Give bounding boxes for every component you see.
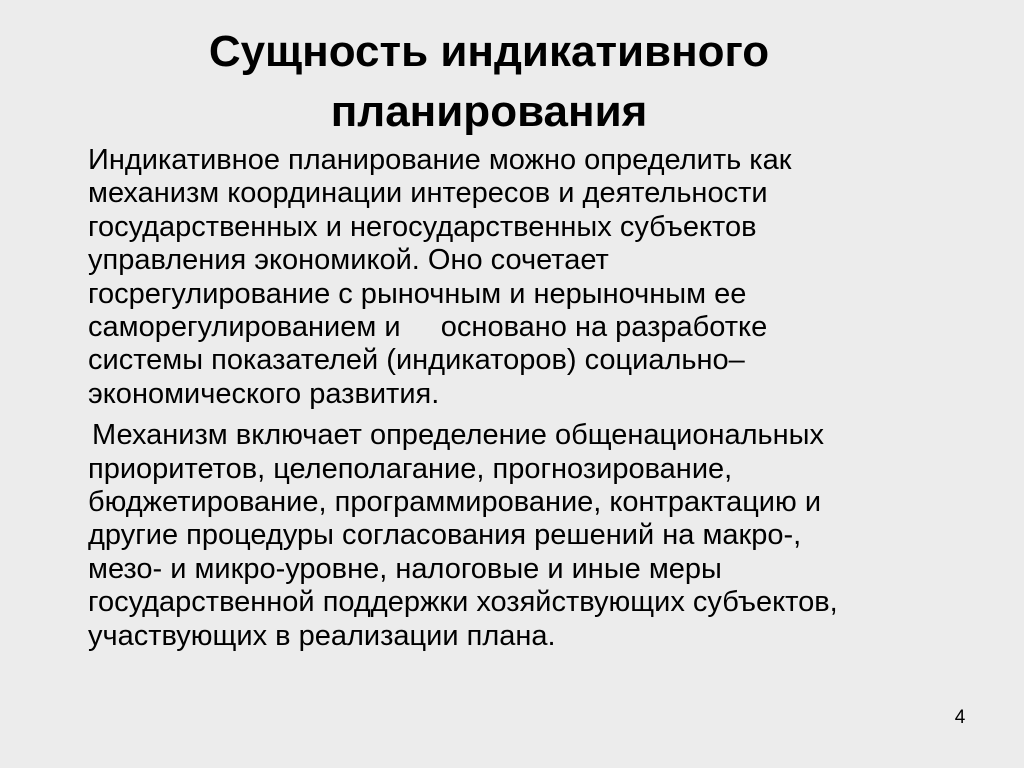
text-line: Индикативное планирование можно определить как [88,144,792,176]
text-line: государственной поддержки хозяйствующих субъектов, [88,586,838,619]
text-line: управления экономикой. Оно сочетает [88,244,609,277]
text-line: участвующих в реализации плана. [88,619,556,652]
slide-title-line: планирования [330,87,648,136]
text-line: другие процедуры согласования решений на макро-, [88,519,802,552]
text-line: Механизм включает определение общенациональных [92,419,824,452]
slide-title [0,22,978,142]
text-line: государственных и негосударственных субъектов [88,210,757,243]
page-number: 4 [954,707,966,728]
text-line: саморегулированием и основано на разработке [88,311,768,344]
text-line: бюджетирование, программирование, контрактацию и [88,486,822,519]
text-line: приоритетов, целеполагание, прогнозирование, [88,452,733,485]
paragraph-mechanism [72,419,992,653]
text-line: механизм координации интересов и деятельности [88,177,768,210]
text-line: системы показателей (индикаторов) социально– [88,344,745,377]
slide-title-line: Сущность индикативного [208,27,770,76]
text-line: госрегулирование с рыночным и нерыночным ее [88,277,747,310]
paragraph-definition [72,144,992,411]
text-line: мезо- и микро-уровне, налоговые и иные меры [88,552,722,585]
slide-body [72,144,992,653]
text-line: экономического развития. [88,377,440,410]
